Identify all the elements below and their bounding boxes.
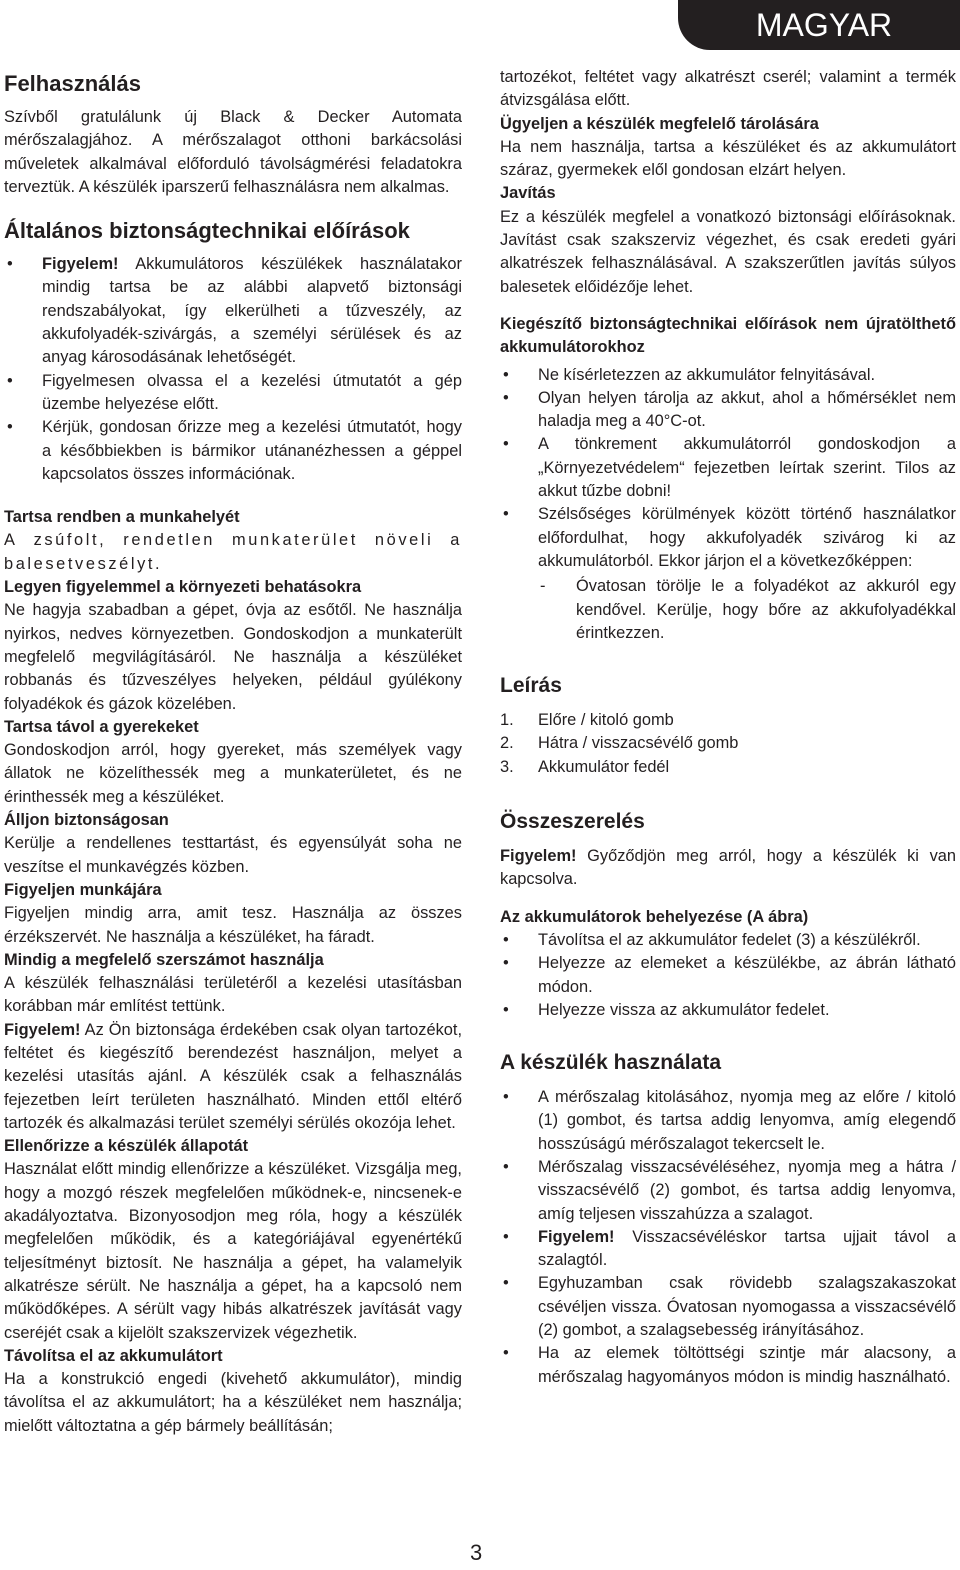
item-text: Előre / kitoló gomb xyxy=(538,711,674,730)
paragraph-attention: Figyeljen mindig arra, amit tesz. Használja az összes érzékszervét. Ne használja a készüléket, ha fáradt. xyxy=(4,904,462,946)
warning-text: Győződjön meg arról, hogy a készülék ki van kapcsolva. xyxy=(500,847,956,889)
section-title-safety: Általános biztonságtechnikai előírások xyxy=(4,218,410,244)
item-number: 3. xyxy=(500,757,514,776)
parts-list xyxy=(500,709,956,779)
subheading-workplace: Tartsa rendben a munkahelyét xyxy=(4,508,240,527)
list-item: • Figyelmesen olvassa el a kezelési útmutatót a gép üzembe helyezése előtt. xyxy=(4,370,462,417)
paragraph-storage: Ha nem használja, tartsa a készüléket és az akkumulátort száraz, gyermekek elől gondosan elzárt helyen. xyxy=(500,137,956,180)
subheading-attention: Figyeljen munkájára xyxy=(4,880,162,899)
paragraph-assembly-warning xyxy=(500,845,956,892)
list-item: • Mérőszalag visszacsévéléséhez, nyomja meg a hátra / visszacsévélő (2) gombot, és tartsa addig lenyomva, amíg teljesen visszahúzza a szalagot. xyxy=(500,1156,956,1226)
paragraph-remove-battery: Ha a konstrukció engedi (kivehető akkumulátor), mindig távolítsa el az akkumulátort; ha a készüléket nem használja; mielőtt változtatna a gép bármely beállításán; xyxy=(4,1370,462,1435)
subheading-insert-batteries: Az akkumulátorok behelyezése (A ábra) xyxy=(500,907,809,926)
safety-bullet-list xyxy=(4,253,462,486)
paragraph-right-tool-warning xyxy=(4,1019,462,1135)
warning-text: Az Ön biztonsága érdekében csak olyan tartozékot, feltétet és kiegészítő berendezést használjon, melyet a kezelési utasítás ajánl. A készülék csak a felhasználás fejezetben leírt területen használható. Minden ettől eltérő tartozék és alkalmazási terület személyi sérülés okozója lehet. xyxy=(4,1020,462,1132)
list-item xyxy=(500,756,956,779)
continued-paragraph: tartozékot, feltétet vagy alkatrészt cserél; valamint a termék átvizsgálása előtt. xyxy=(500,68,956,110)
list-item xyxy=(500,1226,956,1273)
paragraph-right-tool: A készülék felhasználási területéről a kezelési utasításban korábban már említést tettünk. xyxy=(4,974,462,1016)
battery-steps-list xyxy=(500,929,956,1022)
paragraph-check-device: Használat előtt mindig ellenőrizze a készüléket. Vizsgálja meg, hogy a mozgó részek megfelelően működnek-e, nincsenek-e akadályoztatva. Bizonyosodjon meg róla, hogy a készülék megfelelően működik, és a kategóriájával egyenértékű teljesítményt biztosít. Ne használja a gépet, ha valamelyik alkatrésze sérült. Ne használja a gépet, ha a kapcsoló nem működőképes. A sérült vagy hibás alkatrészek javítását vagy cseréjét csak a kijelölt szakszervizek végezhetik. xyxy=(4,1160,462,1342)
list-item: • Ha az elemek töltöttségi szintje már alacsony, a mérőszalag hagyományos módon is mindig használható. xyxy=(500,1342,956,1389)
bullet-text: Visszacsévéléskor tartsa ujjait távol a szalagtól. xyxy=(538,1227,956,1270)
paragraph-workplace: A zsúfolt, rendetlen munkaterület növeli a balesetveszélyt. xyxy=(4,531,462,573)
bullet-text: Szélsőséges körülmények között történő használatkor előfordulhat, hogy akkufolyadék szivárog ki az akkumulátorból. Ekkor járjon el a következőképpen: xyxy=(538,505,956,570)
subheading-battery-safety: Kiegészítő biztonságtechnikai előírások nem újratölthető akkumulátorokhoz xyxy=(500,314,956,357)
list-item: • A mérőszalag kitolásához, nyomja meg az előre / kitoló (1) gombot, és tartsa addig lenyomva, amíg elegendő hosszúságú mérőszalagot tekercselt le. xyxy=(500,1086,956,1156)
list-item xyxy=(500,709,956,732)
list-item: • Olyan helyen tárolja az akkut, ahol a hőmérséklet nem haladja meg a 40°C-ot. xyxy=(500,387,956,434)
warning-label: Figyelem! xyxy=(538,1227,615,1246)
subheading-storage: Ügyeljen a készülék megfelelő tárolására xyxy=(500,114,819,133)
bullet-text: Akkumulátoros készülékek használatakor mindig tartsa be az alábbi alapvető biztonsági rendszabályokat, így elkerülheti a tűzveszély, az akkufolyadék-szivárgás, a személyi sérülések és az anyag károsodásának lehetőségét. xyxy=(42,255,462,367)
warning-label: Figyelem! xyxy=(42,255,119,274)
list-item xyxy=(4,253,462,369)
list-item: • Ne kísérletezzen az akkumulátor felnyitásával. xyxy=(500,364,956,387)
list-item: • Helyezze az elemeket a készülékbe, az ábrán látható módon. xyxy=(500,952,956,999)
paragraph-stance: Kerülje a rendellenes testtartást, és egyensúlyát soha ne veszítse el munkavégzés közben. xyxy=(4,834,462,876)
list-item: • Helyezze vissza az akkumulátor fedelet. xyxy=(500,999,956,1022)
warning-label: Figyelem! xyxy=(500,847,577,866)
item-number: 2. xyxy=(500,734,514,753)
subheading-right-tool: Mindig a megfelelő szerszámot használja xyxy=(4,950,324,969)
right-column xyxy=(500,66,956,1395)
item-text: Hátra / visszacsévélő gomb xyxy=(538,734,739,753)
page-number: 3 xyxy=(470,1540,483,1565)
list-item: - Óvatosan törölje le a folyadékot az akkuról egy kendővel. Kerülje, hogy bőre az akkufolyadékkal érintkezzen. xyxy=(538,575,956,645)
intro-paragraph: Szívből gratulálunk új Black & Decker Automata mérőszalagjához. A mérőszalagot otthoni barkácsolási műveletek alkalmával előforduló távolságmérési feladatokra terveztük. A készülék iparszerű felhasználásra nem alkalmas. xyxy=(4,108,462,196)
usage-list xyxy=(500,1086,956,1389)
subheading-remove-battery: Távolítsa el az akkumulátort xyxy=(4,1346,223,1365)
paragraph-children: Gondoskodjon arról, hogy gyereket, más személyek vagy állatok ne közelíthessék meg a munkaterületet, és ne érinthessék meg a készüléket. xyxy=(4,741,462,806)
subheading-children: Tartsa távol a gyerekeket xyxy=(4,717,199,736)
language-tab: MAGYAR xyxy=(678,0,960,50)
section-title-description: Leírás xyxy=(500,674,562,698)
list-item: • Távolítsa el az akkumulátor fedelet (3) a készülékről. xyxy=(500,929,956,952)
left-column xyxy=(4,66,462,1438)
battery-safety-list xyxy=(500,364,956,646)
paragraph-repair: Ez a készülék megfelel a vonatkozó biztonsági előírásoknak. Javítást csak szakszerviz végezhet, és csak eredeti gyári alkatrészek felhasználásával. A szakszerűtlen javítás súlyos balesetek előidézője lehet. xyxy=(500,207,956,296)
paragraph-environment: Ne hagyja szabadban a gépet, óvja az esőtől. Ne használja nyirkos, nedves környezetben. Gondoskodjon a munkaterült megfelelő megvilágításáról. Ne használja a készüléket robbanás és tűzveszélyes helyeken, például gyúlékony folyadékok és gázok közelében. xyxy=(4,601,462,713)
warning-label: Figyelem! xyxy=(4,1020,81,1039)
item-number: 1. xyxy=(500,711,514,730)
section-title-use: Felhasználás xyxy=(4,71,141,96)
subheading-environment: Legyen figyelemmel a környezeti behatásokra xyxy=(4,578,362,597)
list-item: • Egyhuzamban csak rövidebb szalagszakaszokat csévéljen vissza. Óvatosan nyomogassa a visszacsévélő (2) gombot, a szalagsebesség irányításához. xyxy=(500,1272,956,1342)
dash-list xyxy=(538,575,956,645)
section-title-assembly: Összeszerelés xyxy=(500,810,645,834)
list-item xyxy=(500,503,956,645)
item-text: Akkumulátor fedél xyxy=(538,757,670,776)
section-title-usage: A készülék használata xyxy=(500,1051,721,1075)
list-item: • Kérjük, gondosan őrizze meg a kezelési útmutatót, hogy a későbbiekben is bármikor utánanézhessen a géppel kapcsolatos összes információnak. xyxy=(4,416,462,486)
subheading-repair: Javítás xyxy=(500,184,556,203)
subheading-stance: Álljon biztonságosan xyxy=(4,811,169,830)
list-item: • A tönkrement akkumulátorról gondoskodjon a „Környezetvédelem“ fejezetben leírtak szerint. Tilos az akkut tűzbe dobni! xyxy=(500,433,956,503)
list-item xyxy=(500,732,956,755)
subheading-check-device: Ellenőrizze a készülék állapotát xyxy=(4,1137,249,1156)
